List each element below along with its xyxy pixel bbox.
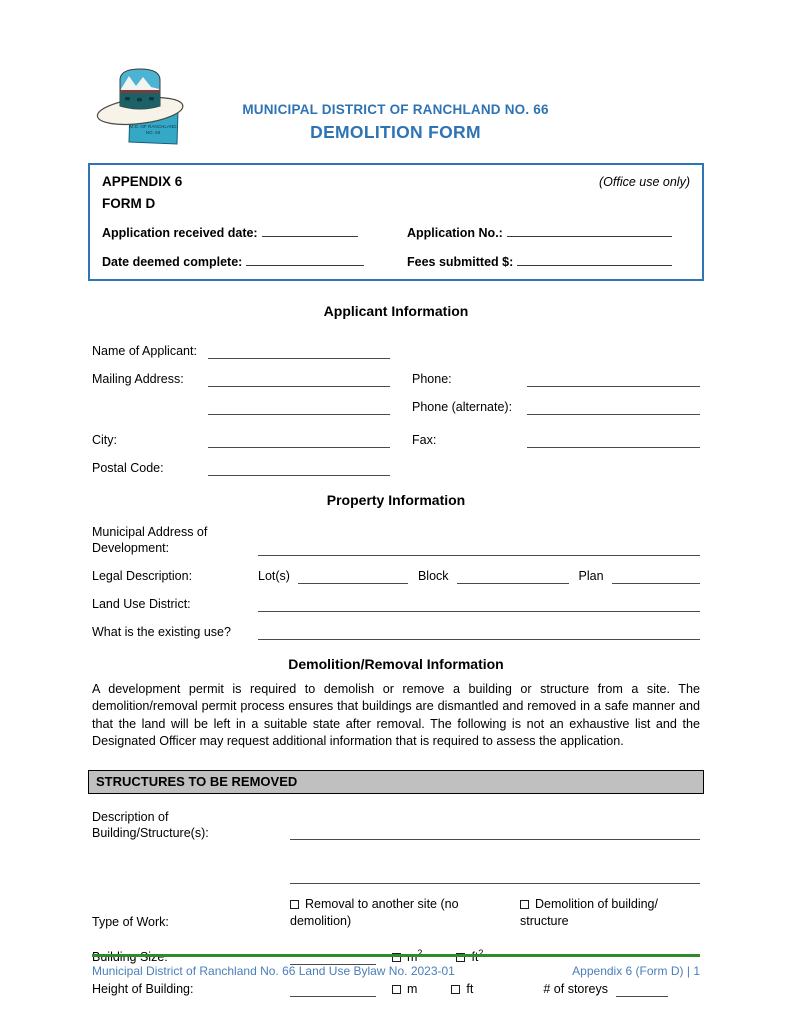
height-of-building-row [92, 981, 700, 997]
ft-label: ft [466, 982, 474, 997]
phone-label: Phone: [412, 372, 452, 386]
mailing-address-label: Mailing Address: [92, 372, 184, 386]
structures-section-bar: STRUCTURES TO BE REMOVED [88, 770, 704, 794]
description-field-line1[interactable] [290, 809, 700, 840]
unit-metres[interactable] [392, 982, 417, 997]
form-header [0, 0, 791, 163]
description-label-line2: Building/Structure(s): [92, 826, 209, 841]
lot-label: Lot(s) [258, 569, 290, 583]
office-use-box [88, 163, 704, 281]
page-title: DEMOLITION FORM [310, 122, 481, 142]
option-removal[interactable] [290, 896, 490, 930]
postal-code-label: Postal Code: [92, 461, 164, 475]
mailing-address-2-field[interactable] [208, 400, 390, 415]
option-demolition-label: Demolition of building/ structure [520, 897, 658, 929]
existing-use-label: What is the existing use? [92, 625, 231, 639]
crown-ridge [120, 90, 160, 93]
fax-label: Fax: [412, 433, 437, 447]
municipal-address-label-line1: Municipal Address of [92, 525, 208, 539]
municipal-address-label-line2: Development: [92, 541, 170, 555]
mailing-address-2-row [92, 400, 700, 415]
lot-field[interactable] [298, 569, 408, 584]
type-of-work-row [92, 896, 700, 930]
fees-submitted-field[interactable] [517, 253, 672, 266]
height-of-building-field[interactable] [290, 982, 376, 997]
appendix-label: APPENDIX 6 [102, 174, 183, 189]
organization-title: MUNICIPAL DISTRICT OF RANCHLAND NO. 66 [242, 102, 549, 117]
unit-feet[interactable] [451, 982, 473, 997]
name-of-applicant-row [92, 344, 700, 359]
ft2-label: ft [471, 950, 479, 965]
mailing-address-field[interactable] [208, 372, 390, 387]
block-label: Block [417, 569, 449, 583]
logo-text-line2: NO. 66 [145, 130, 161, 135]
application-number-label: Application No.: [407, 226, 503, 240]
land-use-district-row [92, 597, 700, 612]
legal-description-row [92, 569, 700, 584]
fees-submitted-label: Fees submitted $: [407, 255, 514, 269]
option-removal-label: Removal to another site (no demolition) [290, 897, 459, 929]
demolition-checkbox-icon[interactable] [520, 900, 529, 909]
m-label: m [407, 982, 418, 997]
m2-sup: 2 [417, 948, 423, 959]
height-of-building-label: Height of Building: [92, 982, 194, 997]
name-of-applicant-field[interactable] [208, 344, 390, 359]
page-footer [92, 954, 700, 978]
date-deemed-complete-label: Date deemed complete: [102, 255, 243, 269]
postal-code-row [92, 461, 700, 476]
footer-page-number: Appendix 6 (Form D) | 1 [572, 964, 700, 978]
type-of-work-label: Type of Work: [92, 915, 169, 930]
name-of-applicant-label: Name of Applicant: [92, 344, 197, 358]
building-size-label: Building Size: [92, 950, 168, 965]
m-checkbox-icon[interactable] [392, 985, 401, 994]
municipal-address-row [92, 524, 700, 556]
phone-alternate-field[interactable] [527, 400, 700, 415]
option-demolition[interactable] [520, 896, 700, 930]
city-field[interactable] [208, 433, 390, 448]
description-row [92, 809, 700, 884]
applicant-information-heading: Applicant Information [323, 303, 469, 319]
land-use-district-field[interactable] [258, 597, 700, 612]
existing-use-field[interactable] [258, 625, 700, 640]
description-field-line2[interactable] [290, 869, 700, 884]
logo-text-line1: M.D. OF RANCHLAND [129, 124, 177, 129]
existing-use-row [92, 625, 700, 640]
phone-field[interactable] [527, 372, 700, 387]
land-use-district-label: Land Use District: [92, 597, 191, 611]
demolition-information-heading: Demolition/Removal Information [288, 656, 504, 672]
fax-field[interactable] [527, 433, 700, 448]
block-field[interactable] [457, 569, 569, 584]
mailing-address-row [92, 372, 700, 387]
demolition-information-paragraph: A development permit is required to demolish or remove a building or structure from a site. The demolition/removal permit process ensures that buildings are dismantled and removed in a safe manner and that the land will be left in a suitable state after removal. The following is not an exhaustive list and the Designated Officer may request additional information that is required to assess the application. [92, 682, 700, 748]
storeys-label: # of storeys [543, 982, 608, 997]
phone-alternate-label: Phone (alternate): [412, 400, 513, 414]
ft2-sup: 2 [478, 948, 484, 959]
description-label-line1: Description of [92, 810, 169, 825]
city-row [92, 433, 700, 448]
plan-field[interactable] [612, 569, 700, 584]
application-received-date-label: Application received date: [102, 226, 258, 240]
legal-description-label: Legal Description: [92, 569, 193, 583]
storeys-field[interactable] [616, 982, 668, 997]
postal-code-field[interactable] [208, 461, 390, 476]
office-use-note: (Office use only) [598, 175, 690, 189]
municipal-address-label [92, 524, 258, 556]
application-received-date-field[interactable] [262, 224, 358, 237]
property-information-heading: Property Information [326, 492, 466, 508]
m2-label: m [407, 950, 418, 965]
application-number-field[interactable] [507, 224, 672, 237]
form-id-label: FORM D [102, 196, 156, 211]
footer-bylaw-text: Municipal District of Ranchland No. 66 Land Use Bylaw No. 2023-01 [92, 964, 455, 978]
removal-checkbox-icon[interactable] [290, 900, 299, 909]
municipal-address-field[interactable] [258, 541, 700, 556]
ranchland-logo [94, 64, 186, 152]
ft-checkbox-icon[interactable] [451, 985, 460, 994]
date-deemed-complete-field[interactable] [246, 253, 364, 266]
description-label [92, 809, 290, 884]
city-label: City: [92, 433, 117, 447]
footer-divider [92, 954, 700, 957]
plan-label: Plan [578, 569, 604, 583]
